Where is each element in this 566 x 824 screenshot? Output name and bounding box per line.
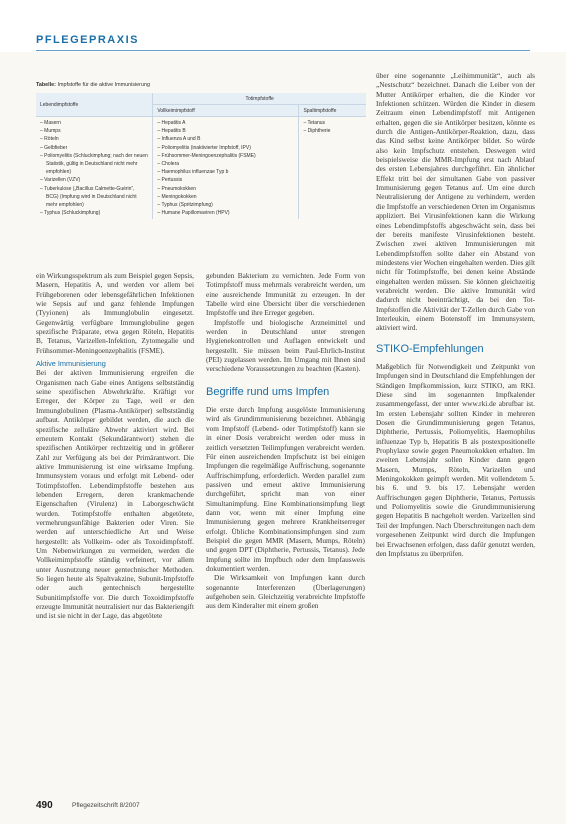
live-vaccine-item: – Masern: [40, 119, 148, 127]
whole-cell-vaccine-item: – Typhus (Spritzimpfung): [157, 201, 294, 209]
heading-stiko: STIKO-Empfehlungen: [376, 342, 484, 355]
split-vaccine-item: – Tetanus: [303, 119, 362, 127]
whole-cell-vaccine-item: – Hepatitis B: [157, 127, 294, 135]
split-vaccine-cell: [299, 117, 366, 220]
whole-cell-vaccine-item: – Hepatitis A: [157, 119, 294, 127]
text-column-2: [206, 271, 365, 611]
live-vaccine-item: – Poliomyelitis (Schluckimpfung; nach der neuen Statistik, gültig in Deutschland nicht mehr empfohlen): [40, 152, 148, 177]
live-vaccine-item: – Typhus (Schluckimpfung): [40, 209, 148, 217]
subheading-active-immunization: Aktive Immunisierung: [36, 359, 106, 369]
whole-cell-vaccine-item: – Pertussis: [157, 176, 294, 184]
header-split: Spaltimpfstoffe: [299, 105, 366, 117]
page-number: 490: [36, 800, 53, 811]
header-rule: [36, 50, 530, 51]
table-caption: [36, 82, 366, 90]
live-vaccine-cell: [36, 117, 153, 220]
header-whole-cell: Vollkeimimpfstoff: [153, 105, 299, 117]
whole-cell-vaccine-item: – Influenza A und B: [157, 135, 294, 143]
header-dead-vaccines: Totimpfstoffe: [153, 93, 366, 105]
paragraph: über eine sogenannte „Leihimmunität“, auch als „Nestschutz“ bezeichnet. Danach die Leiber von der Mutter Antikörper erhalten, die die Kinder vor Infektionen schützen. Würden die Kinder in diesem Zeitraum einen Lebendimpfstoff mit Antigenen erhalten, gegen die sie Antikörper besitzen, könnte es durch die Antigen-Antikörper-Reaktion, dazu, dass das Kind selbst keine Antikörper bildet. So würde also kein Impfschutz entstehen. Deswegen wird beispielsweise die MMR-Impfung erst nach Ablauf des ersten Lebensjahres durchgeführt. Ein ähnlicher Effekt tritt bei der simultanen Gabe von passiver Immunisierung gegen Tetanus auf. Um eine durch Neutralisierung der Antigene zu verhindern, werden die Impfstoffe an verschiedenen Orten im Organismus appliziert. Bei Virusinfektionen kann die Wirkung eines Lebendimpfstoffs abgeschwächt sein, dass bei der bereits manifeste Virusinfektionen besteht. Zwischen zwei aktiven Immunisierungen mit Lebendimpfstoffen sollte daher ein Abstand von mindestens vier Wochen eingehalten werden. Dies gilt nicht für Totimpfstoffe, bei denen keine Abstände eingehalten werden müssen. Sie können gleichzeitig verabreicht werden. Die aktive Immunität wird dadurch nicht beeinträchtigt, da bei den Tot-Impfstoffen die Aktivität der T-Zellen durch Gabe von Interleukin, einem Botenstoff im Immunsystem, aktiviert wird.: [376, 71, 535, 333]
whole-cell-vaccine-item: – Frühsommer-Meningoenzephalitis (FSME): [157, 152, 294, 160]
whole-cell-vaccine-item: – Haemophilus influenzae Typ b: [157, 168, 294, 176]
live-vaccine-item: – Varizellen (VZV): [40, 176, 148, 184]
vaccine-table: [36, 82, 366, 260]
paragraph: ein Wirkungsspektrum als zum Beispiel gegen Sepsis, Masern, Hepatitis A, und werden vor allem bei Frühgeborenen oder lebensgefährlichen Infektionen wie Sepsis auf und ganz fehlende Impfungen (Tyyionen) als Immunglobulin eingesetzt. Gegenwärtig verfügbare Immunglobuline gegen spezifische Präparate, etwa gegen Röteln, Hepatitis B, Tetanus, Varizellen-Infektion, Zytomegalie und Frühsommer-Meningoenzephalitis (FSME).: [36, 271, 194, 355]
header: [0, 0, 566, 52]
table-caption-text: Impfstoffe für die aktive Immunisierung: [57, 82, 150, 88]
paragraph: gebunden Bakterium zu vernichten. Jede Form von Totimpfstoff muss mehrmals verabreicht werden, um eine ausreichende Immunität zu erzeugen. In der Tabelle wird eine Übersicht über die verschiedenen Impfstoffe und ihre Erreger gegeben.: [206, 271, 365, 318]
live-vaccine-item: – Gelbfieber: [40, 144, 148, 152]
section-title: PFLEGEPRAXIS: [36, 34, 139, 46]
whole-cell-vaccine-item: – Cholera: [157, 160, 294, 168]
whole-cell-vaccine-item: – Humane Papillomaviren (HPV): [157, 209, 294, 217]
paragraph: Maßgeblich für Notwendigkeit und Zeitpunkt von Impfungen sind in Deutschland die Empfehlungen der Ständigen Impfkommission, kurz STIKO, am RKI. Diese sind im sogenannten Impfkalender zusammengefasst, der unter www.rki.de abrufbar ist. Im ersten Lebensjahr sollten Kinder in mehreren Dosen die Grundimmunisierung gegen Tetanus, Diphtherie, Pertussis, Poliomyelitis, Haemophilus influenzae Typ b, Hepatitis B als postexpositionelle Prophylaxe sowie gegen Pneumokokken erhalten. Im zweiten Lebensjahr sollen Kinder dann gegen Masern, Mumps, Röteln, Varizellen und Meningokokken geimpft werden. Mit vollendetem 5. bis 6. und 9. bis 17. Lebensjahr werden Auffrischungen gegen Diphtherie, Tetanus, Pertussis und Poliomyelitis sowie die Grundimmunisierung gegen Hepatitis B nachgeholt werden. Varizellen sind Teil der Impfungen. Nach Überschreitungen nach dem vorgesehenen Zeitpunkt wird durch die Impfungen bei Erwachsenen erfolgen, dass dafür genutzt werden, den Impfstatus zu überprüfen.: [376, 361, 535, 558]
whole-cell-vaccine-cell: [153, 117, 299, 220]
live-vaccine-item: – Röteln: [40, 135, 148, 143]
publication-source: Pflegezeitschrift 8/2007: [72, 802, 140, 809]
whole-cell-vaccine-item: – Poliomyelitis (inaktivierter Impfstoff, IPV): [157, 144, 294, 152]
paragraph: Die Wirksamkeit von Impfungen kann durch sogenannte Interferenzen (Überlagerungen) aufgehoben sein. Gleichzeitig verabreichte Impfstoffe aus dem Kinderalter mit einem großen: [206, 573, 365, 611]
live-vaccine-item: – Mumps: [40, 127, 148, 135]
whole-cell-vaccine-item: – Meningokokken: [157, 193, 294, 201]
split-vaccine-item: – Diphtherie: [303, 127, 362, 135]
paragraph: Bei der aktiven Immunisierung ergreifen die Organismen nach Gabe eines Antigens selbstständig seine spezifischen Abwehrkräfte. Kräftigt vor Erreger, der Körper zu Tage, weil er den Immunglobulinen (Plasma-Antikörper) selbstständig aufbaut. Antikörper gebildet werden, die auch die spezifische zelluläre Abwehr aktiviert wird. Bei erneutem Kontakt (Sekundärantwort) stehen die spezifischen Antikörper rechtzeitig und in größerer Zahl zur Verfügung als bei der Primärantwort. Die aktive Immunisierung ist eine wirksame Impfung. Immunsystem voraus und erfolgt mit Lebend- oder Totimpfstoffen. Lebendimpfstoffe bestehen aus lebenden Erregern, deren krankmachende Eigenschaften (Virulenz) in Laborgeschwächt wurden. Totimpfstoffe enthalten abgetötete, vermehrungsunfähige Bakterien oder Viren. Sie werden auf unterschiedliche Art und Weise hergestellt: als Vollkeim- oder als Toxoidimpfstoff. Um Nebenwirkungen zu vermeiden, werden die Vollkeimimpfstoffe ständig verfeinert, vor allem unter Ausnutzung neuer gentechnischer Methoden. So liegen heute als Spaltvakzine, Subunit-Impfstoffe oder auch gentechnisch hergestellte Subunitimpfstoffe vor. Die durch Toxoidimpfstoffe erzeugte Immunität neutralisiert nur das Bakteriengift und ist sie nicht in der Lage, das abgetötete: [36, 368, 194, 621]
live-vaccine-item: – Tuberkulose („Bacillus Calmette-Guérin“, BCG) (Impfung wird in Deutschland nicht mehr empfohlen): [40, 185, 148, 210]
text-column-3: [376, 71, 535, 558]
heading-vaccination-terms: Begriffe rund ums Impfen: [206, 385, 330, 398]
table-caption-label: Tabelle:: [36, 82, 56, 88]
paragraph: Die erste durch Impfung ausgelöste Immunisierung wird als Grundimmunisierung bezeichnet. Abhängig vom Impfstoff (Lebend- oder Totimpfstoff) kann sie in einer Dosis verabreicht werden oder muss in zeitlich versetzten Teilimpfungen verabreicht werden. Für einen ausreichenden Impfschutz ist bei einigen Impfungen die regelmäßige Auffrischung, sogenannte Auffrischimpfung, erforderlich. Werden parallel zum passiven und erneut aktive Immunisierung durchgeführt, spricht man von einer Simultanimpfung. Eine Kombinationsimpfung liegt dann vor, wenn mit einer Impfung eine Immunisierung gegen mehrere Krankheitserreger erfolgt. Übliche Kombinationsimpfungen sind zum Beispiel die gegen MMR (Masern, Mumps, Röteln) und gegen DPT (Diphtherie, Pertussis, Tetanus). Jede Impfung sollte im Impfbuch oder dem Impfausweis dokumentiert werden.: [206, 405, 365, 573]
header-live-vaccines: Lebendimpfstoffe: [36, 93, 153, 117]
text-column-1: [36, 271, 194, 621]
whole-cell-vaccine-item: – Pneumokokken: [157, 185, 294, 193]
paragraph: Impfstoffe und biologische Arzneimittel und werden in Deutschland unter strengen Hygienekontrollen und Auflagen entwickelt und hergestellt. Sie müssen beim Paul-Ehrlich-Institut (PEI) zugelassen werden. Im Umgang mit Ihnen sind verschiedene Voraussetzungen zu beachten (Kasten).: [206, 317, 365, 374]
